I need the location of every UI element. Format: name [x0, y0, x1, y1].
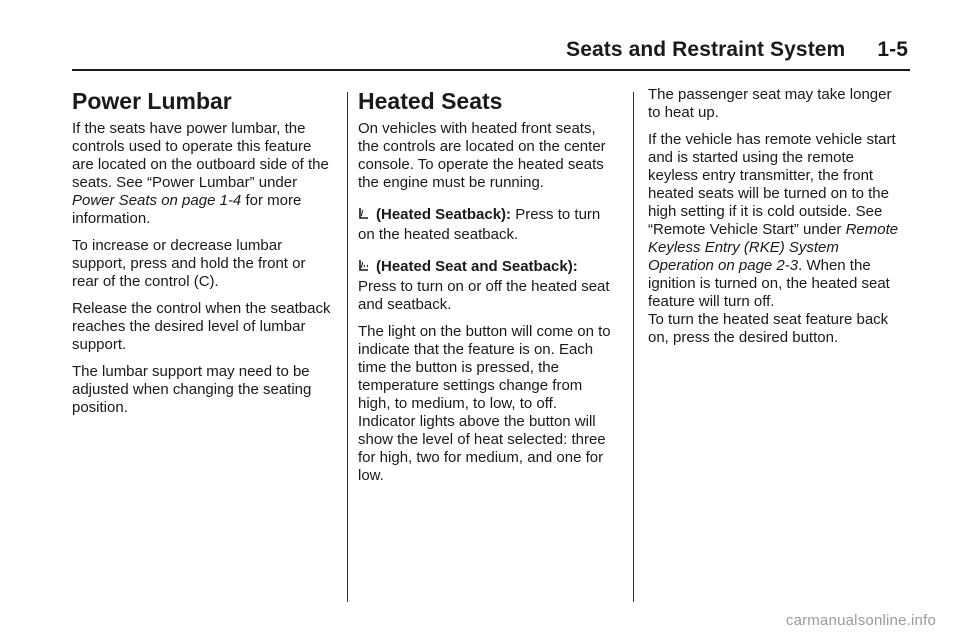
heated-seatback-text: Press to turn on the heated seatback. — [358, 206, 601, 243]
passenger-seat-paragraph: The passenger seat may take longer to heat up. — [648, 86, 892, 121]
column-heated-seats — [358, 86, 618, 494]
heated-seats-paragraph-2: The light on the button will come on to indicate that the feature is on. Each time the button is pressed, the temperature settings change from high, to medium, to low, to off. Indicator lights above the button will show the level of heat selected: three for high, two for medium, and one for low. — [358, 323, 611, 484]
heated-seats-paragraph-1: On vehicles with heated front seats, the controls are located on the center console. To operate the heated seats the engine must be running. — [358, 120, 606, 191]
heated-seats-heading: Heated Seats — [358, 88, 503, 114]
power-seats-reference-link[interactable]: Power Seats on page 1-4 — [72, 192, 242, 209]
remote-start-text-b: . When the ignition is turned on, the heated seat feature will turn off. — [648, 257, 890, 310]
power-lumbar-paragraph-1 — [72, 120, 332, 228]
remote-start-paragraph — [648, 131, 908, 311]
heated-seat-and-seatback-item — [358, 258, 618, 314]
heated-seat-and-seatback-text: Press to turn on or off the heated seat and seatback. — [358, 278, 610, 313]
column-divider-1 — [347, 92, 348, 602]
heated-seatback-label: (Heated Seatback): — [376, 206, 512, 223]
power-lumbar-text-1b: for more information. — [72, 192, 302, 227]
header-rule — [72, 69, 910, 71]
column-heated-seats-continued — [648, 86, 908, 356]
power-lumbar-paragraph-3: Release the control when the seatback reaches the desired level of lumbar support. — [72, 300, 331, 353]
section-title: Seats and Restraint System — [566, 38, 846, 61]
page-number: 1-5 — [877, 38, 908, 61]
turn-back-on-paragraph: To turn the heated seat feature back on, press the desired button. — [648, 311, 889, 346]
power-lumbar-paragraph-4: The lumbar support may need to be adjusted when changing the seating position. — [72, 363, 312, 416]
column-divider-2 — [633, 92, 634, 602]
power-lumbar-paragraph-2: To increase or decrease lumbar support, press and hold the front or rear of the control (C). — [72, 237, 306, 290]
power-lumbar-text-1a: If the seats have power lumbar, the controls used to operate this feature are located on the outboard side of the seats. See “Power Lumbar” under — [72, 120, 329, 191]
running-header — [72, 38, 908, 62]
column-power-lumbar — [72, 86, 332, 426]
heated-seat-and-seatback-label: (Heated Seat and Seatback): — [376, 258, 578, 275]
remote-start-text-a: If the vehicle has remote vehicle start and is started using the remote keyless entry transmitter, the front heated seats will be turned on to the high setting if it is cold outside. See “Remote Vehicle Start” under — [648, 131, 896, 238]
heated-seatback-item — [358, 206, 618, 244]
heated-seatback-icon — [358, 207, 370, 226]
rke-reference-link[interactable]: Remote Keyless Entry (RKE) System Operation on page 2-3 — [648, 221, 899, 274]
watermark-text: carmanualsonline.info — [785, 612, 936, 629]
heated-seat-and-seatback-icon — [358, 259, 370, 278]
power-lumbar-heading: Power Lumbar — [72, 88, 232, 114]
